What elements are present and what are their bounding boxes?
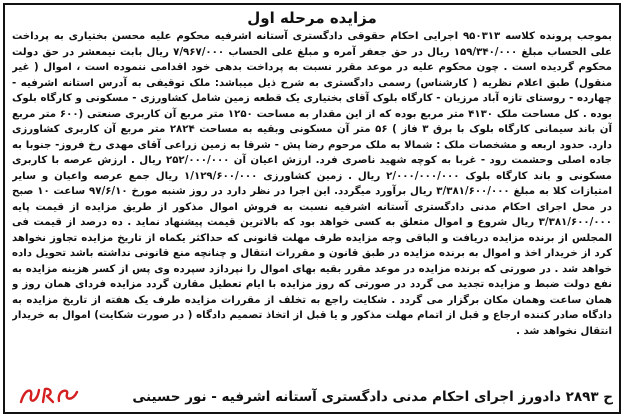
notice-footer	[11, 386, 613, 408]
notice-title: مزایده مرحله اول	[247, 9, 377, 27]
red-handwritten-mark	[17, 384, 81, 406]
notice-body: بموجب پرونده کلاسه ۹۵۰۳۱۳ اجرایی احکام حقوقی دادگستری آستانه اشرفیه محکوم علیه محسن بختیاری به پرداخت علی الحساب مبلغ ۱۵۹/۳۴۰/۰۰۰ ریال در حق جعفر آمره و مبلغ علی الحساب ۷/۹۶۷/۰۰۰ ریال بابت نیمعشر در حق دولت محکوم گردیده است . چون محکوم علیه در موعد مقرر نسبت به پرداخت بدهی خود اقدامی ننموده است ، اموال ( غیر منقول) طبق اعلام نظریه ( کارشناس) رسمی دادگستری به شرح ذیل میباشد: ملک توقیفی به آدرس استانه اشرفیه - چهارده - روستای تازه آباد مرزیان - کارگاه بلوک آقای بختیاری یک قطعه زمین شامل کشاورزی - مسکونی و کارگاه بلوک بوده . کل مساحت ملک ۴۱۳۰ متر مربع بوده که از این مقدار به مساحت ۱۲۵۰ متر مربع آن کاربری صنعتی (۶۰۰ متر مربع آن باند سیمانی کارگاه بلوک با برق ۳ فاز ) ۵۶ متر آن مسکونی وبقیه به مساحت ۲۸۲۴ متر مربع آن کاربری کشاورزی دارد. حدود اربعه و مشخصات ملک : شمالا به ملک مرحوم رضا پش - شرقا به زمین زراعی آقای مهدی رخ فروز- جنوبا به جاده اصلی وحشمت رود - غربا به کوچه شهید ناصری فرد. ارزش اعیان آن ۲۵۲/۰۰۰/۰۰۰ ریال . ارزش عرصه با کاربری مسکونی و باند کارگاه بلوک ۲/۰۰۰/۰۰۰/۰۰۰ ریال . زمین کشاورزی ۱/۱۲۹/۶۰۰/۰۰۰ ریال جمع عرصه واعیان و سایر امتیازات کلا به مبلغ ۳/۳۸۱/۶۰۰/۰۰۰ ریال برآورد میگردد. این اجرا در نظر دارد در روز شنبه مورخ ۹۷/۶/۱۰ ساعت ۱۰ صبح در محل اجرای احکام مدنی دادگستری آستانه اشرفیه نسبت به فروش اموال مذکور از طریق مزایده از قیمت پایه ۳/۳۸۱/۶۰۰/۰۰۰ ریال شروع و اموال متعلق به کسی خواهد بود که بالاترین قیمت پیشنهاد نماید . ده درصد از قیمت فی المجلس از برنده مزایده دریافت و الباقی وجه مزایده طرف مهلت قانونی که حداکثر یکماه از تاریخ مزایده تجاوز نخواهد کرد از خریدار اخذ و اموال به برنده مزایده در طبق قانون و مقررات انتقال و چنانچه منع قانونی نداشته باشد تحویل داده خواهد شد . در صورتی که برنده مزایده در موعد مقرر بقیه بهای اموال را نپردازد سپرده وی پس از کسر هزینه مزایده به نفع دولت ضبط و مزایده تجدید می گردد در صورتی که روز مزایده با ایام تعطیل مقارن گردد مزایده فردای همان روز و همان ساعت وهمان مکان برگزار می گردد . شکایت راجع به تخلف از مقررات مزایده طرف یک هفته از تاریخ مزایده به دادگاه صادر کننده ارجاع و قبل از اتمام مهلت مذکور و یا قبل از اتخاذ تصمیم دادگاه ( در صورت شکایت) اموال به خریدار انتقال نخواهد شد .	[12, 31, 612, 337]
issuer-signature: ح ۲۸۹۳ دادورز اجرای احکام مدنی دادگستری آستانه اشرفیه - نور حسینی	[132, 389, 613, 405]
notice-frame	[3, 3, 621, 414]
